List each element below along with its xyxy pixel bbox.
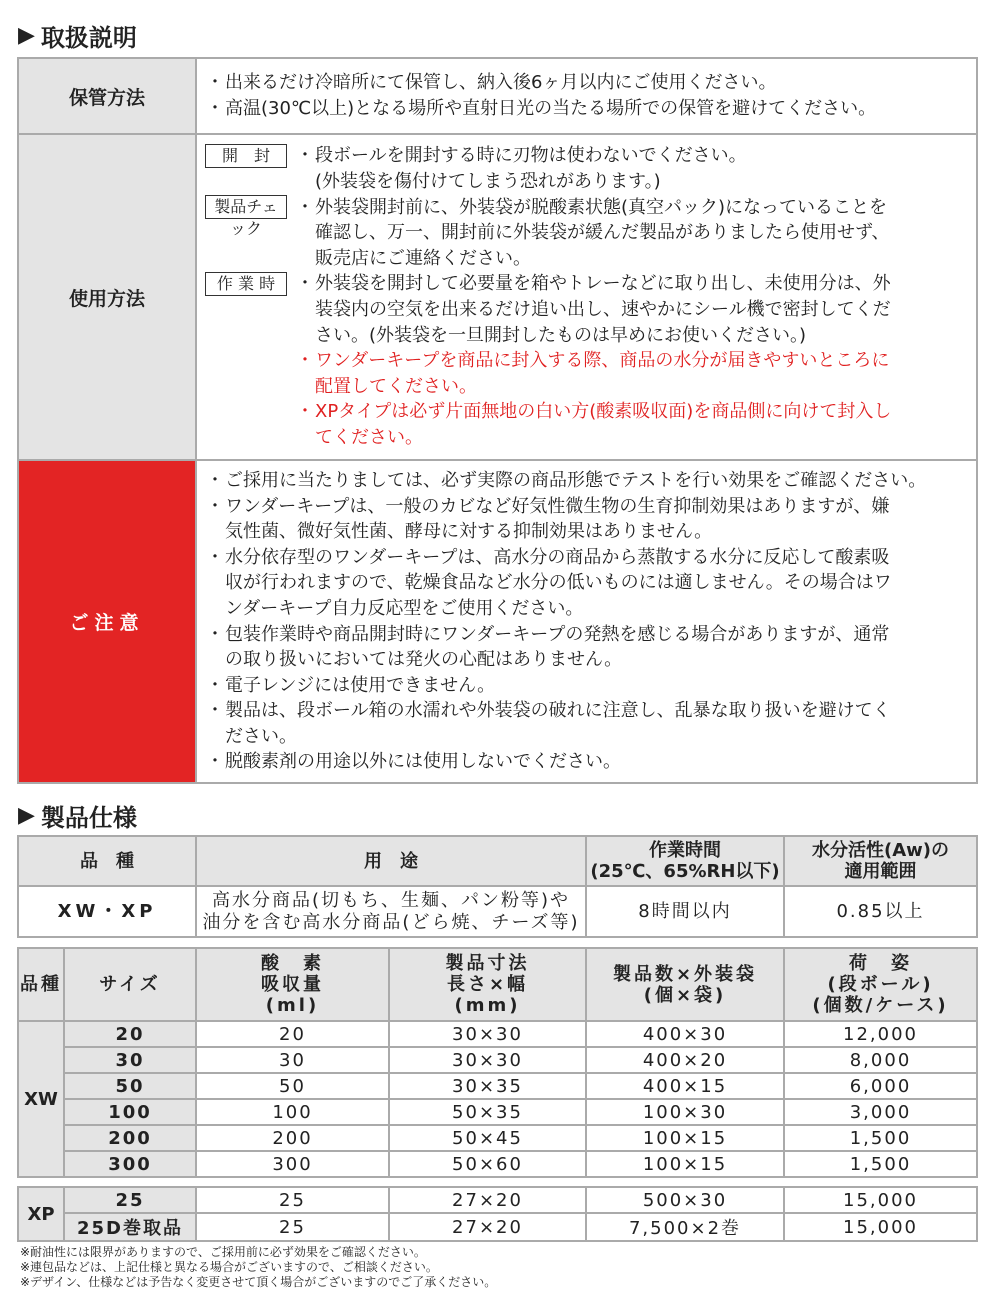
- table-cell: 100×15: [586, 1151, 784, 1177]
- table-cell: 50×60: [389, 1151, 586, 1177]
- table-cell: 100×15: [586, 1125, 784, 1151]
- bullet-item: ・ 水分依存型のワンダーキープは、高水分の商品から蒸散する水分に反応して酸素吸 収が行われますので、乾燥食品など水分の低いものには適しません。その場合はワ ンダーキープ自力反応型をご使用ください。: [206, 546, 892, 619]
- table-cell: 400×15: [586, 1073, 784, 1099]
- bullet-item: ・ 段ボールを開封する時に刃物は使わないでください。 (外装袋を傷付けてしまう恐れがあります。): [296, 145, 747, 193]
- table-cell: 15,000: [784, 1213, 977, 1241]
- table-cell: 50: [196, 1073, 389, 1099]
- table-cell: 20: [64, 1021, 196, 1047]
- table-cell: 25: [64, 1187, 196, 1213]
- column-header: サイズ: [64, 948, 196, 1021]
- table-cell: 1,500: [784, 1125, 977, 1151]
- footnotes: [20, 1245, 496, 1290]
- table-cell: 100: [64, 1099, 196, 1125]
- table-cell: 100×30: [586, 1099, 784, 1125]
- table-cell: 50×35: [389, 1099, 586, 1125]
- table-cell: XW・XP: [18, 886, 196, 937]
- column-header: 水分活性(Aw)の 適用範囲: [784, 836, 977, 886]
- bullet-item: ・ 電子レンジには使用できません。: [206, 674, 496, 696]
- column-header: 荷 姿 (段ボール) (個数/ケース): [784, 948, 977, 1021]
- triangle-icon: ▶: [18, 23, 35, 48]
- column-header: 品種: [18, 948, 64, 1021]
- footnote: ※デザイン、仕様などは予告なく変更させて頂く場合がございますのでご了承ください。: [20, 1275, 497, 1289]
- usage-tag: 開 封: [205, 144, 287, 168]
- table-cell: 100: [196, 1099, 389, 1125]
- table-row: [18, 1213, 977, 1241]
- table-cell: 200: [64, 1125, 196, 1151]
- bullet-item: ・ ワンダーキープは、一般のカビなど好気性微生物の生育抑制効果はありますが、嫌 気性菌、微好気性菌、酵母に対する抑制効果はありません。: [206, 495, 890, 543]
- table-row: [18, 1187, 977, 1213]
- section-title-specs: ▶ 製品仕様: [18, 803, 137, 832]
- column-header: 用 途: [196, 836, 586, 886]
- column-header: 作業時間 (25℃、65%RH以下): [586, 836, 784, 886]
- table-cell: 0.85以上: [784, 886, 977, 937]
- footnote: ※連包品などは、上記仕様と異なる場合がございますので、ご相談ください。: [20, 1260, 438, 1274]
- table-cell: 300: [64, 1151, 196, 1177]
- storage-content: [196, 58, 977, 134]
- table-row: [18, 1125, 977, 1151]
- table-cell: 300: [196, 1151, 389, 1177]
- table-cell: 30: [64, 1047, 196, 1073]
- table-cell: 20: [196, 1021, 389, 1047]
- table-cell: 50: [64, 1073, 196, 1099]
- bullet-item: ・ 外装袋を開封して必要量を箱やトレーなどに取り出し、未使用分は、外 装袋内の空気を出来るだけ追い出し、速やかにシール機で密封してくだ さい。(外装袋を一旦開封したものは早めにお使いください。): [296, 273, 891, 346]
- caution-label: ご注意: [18, 460, 196, 783]
- table-cell: 500×30: [586, 1187, 784, 1213]
- instructions-table: [17, 57, 978, 784]
- usage-content: [196, 134, 977, 460]
- table-cell: 30: [196, 1047, 389, 1073]
- table-row: [18, 1151, 977, 1177]
- table-cell: 200: [196, 1125, 389, 1151]
- bullet-item: ・ ご採用に当たりましては、必ず実際の商品形態でテストを行い効果をご確認ください。: [206, 469, 927, 491]
- table-cell: 25: [196, 1213, 389, 1241]
- bullet-item: ・ 製品は、段ボール箱の水濡れや外装袋の破れに注意し、乱暴な取り扱いを避けてく ださい。: [206, 700, 891, 747]
- table-row: [18, 1047, 977, 1073]
- table-cell: 高水分商品(切もち、生麺、パン粉等)や 油分を含む高水分商品(どら焼、チーズ等): [196, 886, 586, 937]
- table-cell: 30×35: [389, 1073, 586, 1099]
- usage-tag: 作 業 時: [205, 272, 287, 296]
- column-header: 品 種: [18, 836, 196, 886]
- column-header: 製品寸法 長さ×幅 (mm): [389, 948, 586, 1021]
- header-row: [18, 948, 977, 1021]
- bullet-item: ・ 包装作業時や商品開封時にワンダーキープの発熱を感じる場合がありますが、通常 の取り扱いにおいては発火の心配はありません。: [206, 623, 890, 671]
- triangle-icon: ▶: [18, 803, 35, 828]
- table-cell: 8時間以内: [586, 886, 784, 937]
- table-cell: 12,000: [784, 1021, 977, 1047]
- table-cell: 50×45: [389, 1125, 586, 1151]
- section-title-instructions: ▶ 取扱説明: [18, 23, 137, 52]
- table-cell: 27×20: [389, 1187, 586, 1213]
- bullet-item: ・ XPタイプは必ず片面無地の白い方(酸素吸収面)を商品側に向けて封入し てください。: [296, 401, 892, 448]
- table-cell: 8,000: [784, 1047, 977, 1073]
- table-cell: 3,000: [784, 1099, 977, 1125]
- table-cell: 27×20: [389, 1213, 586, 1241]
- column-header: 製品数×外装袋 (個×袋): [586, 948, 784, 1021]
- spec-summary-table: [17, 835, 978, 938]
- table-cell: 400×30: [586, 1021, 784, 1047]
- table-cell: 400×20: [586, 1047, 784, 1073]
- footnote: ※耐油性には限界がありますので、ご採用前に必ず効果をご確認ください。: [20, 1245, 426, 1259]
- table-cell: 6,000: [784, 1073, 977, 1099]
- table-cell: 30×30: [389, 1047, 586, 1073]
- caution-content: [196, 460, 977, 783]
- bullet-item: ・ ワンダーキープを商品に封入する際、商品の水分が届きやすいところに 配置してください。: [296, 350, 890, 397]
- bullet-item: ・ 出来るだけ冷暗所にて保管し、納入後6ヶ月以内にご使用ください。: [206, 72, 777, 94]
- group-name: XW: [18, 1021, 64, 1177]
- table-cell: 1,500: [784, 1151, 977, 1177]
- storage-label: 保管方法: [18, 58, 196, 134]
- spec-size-table: [17, 947, 978, 1242]
- table-cell: 30×30: [389, 1021, 586, 1047]
- group-name: XP: [18, 1187, 64, 1241]
- bullet-item: ・ 脱酸素剤の用途以外には使用しないでください。: [206, 751, 621, 773]
- table-cell: 15,000: [784, 1187, 977, 1213]
- table-row: [18, 1073, 977, 1099]
- column-header: 酸 素 吸収量 (ml): [196, 948, 389, 1021]
- table-row: [18, 1021, 977, 1047]
- usage-tag: 製品チェック: [205, 195, 287, 219]
- bullet-item: ・ 高温(30℃以上)となる場所や直射日光の当たる場所での保管を避けてください。: [206, 98, 877, 119]
- bullet-item: ・ 外装袋開封前に、外装袋が脱酸素状態(真空パック)になっていることを 確認し、万一、開封前に外装袋が緩んだ製品がありましたら使用せず、 販売店にご連絡ください。: [296, 196, 890, 269]
- table-cell: 25D巻取品: [64, 1213, 196, 1241]
- table-cell: 7,500×2巻: [586, 1213, 784, 1241]
- usage-label: 使用方法: [18, 134, 196, 460]
- table-cell: 25: [196, 1187, 389, 1213]
- table-row: [18, 1099, 977, 1125]
